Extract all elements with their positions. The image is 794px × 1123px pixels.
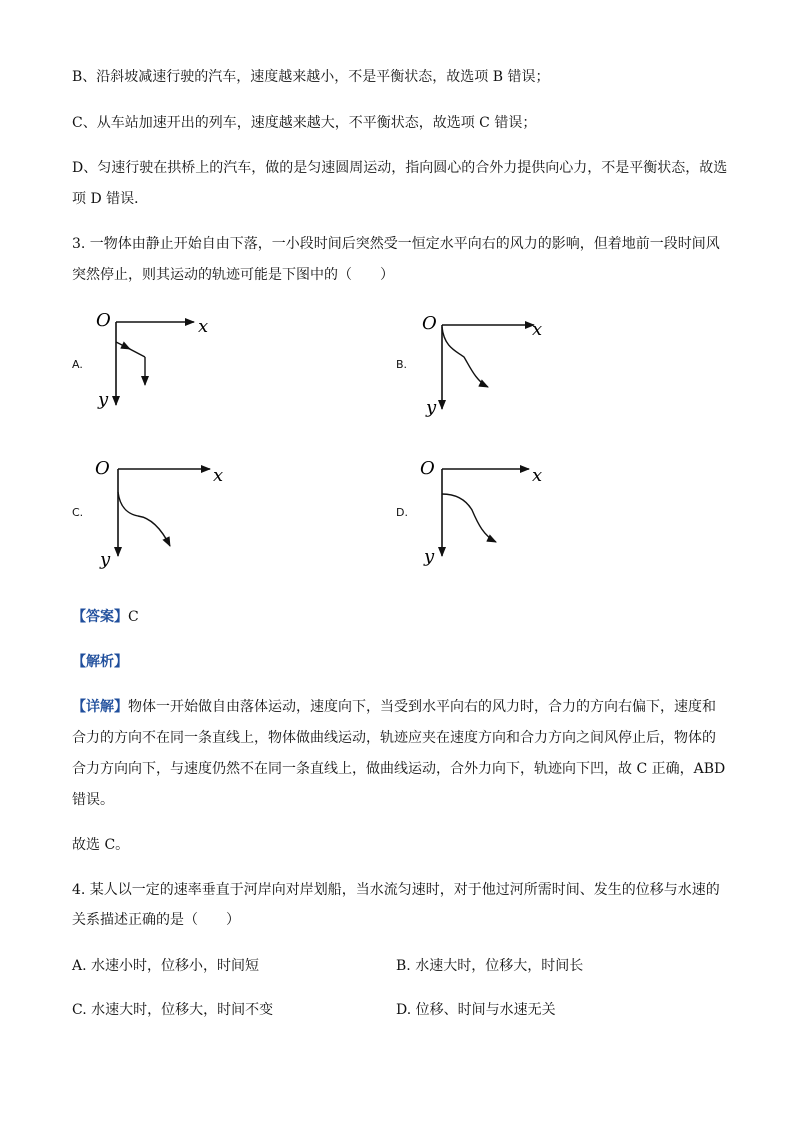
figure-c-x-label: x: [213, 465, 224, 486]
detail-line2: 合力的方向不在同一条直线上，物体做曲线运动，轨迹应夹在速度方向和合力方向之间风停止后，物体的: [72, 730, 716, 746]
q3-stem-line1: 3. 一物体由静止开始自由下落，一小段时间后突然受一恒定水平向右的风力的影响，但着地前一段时间风: [72, 236, 720, 252]
detail-tag: 【详解】: [72, 699, 128, 715]
q4-option-a-text: 水速小时，位移小，时间短: [91, 958, 260, 974]
figure-b-letter: B.: [396, 358, 408, 371]
figure-c-diagram: [80, 452, 240, 570]
figure-b: [404, 305, 564, 420]
q2-option-c-explanation: C、从车站加速开出的列车，速度越来越大，不平衡状态，故选项 C 错误；: [72, 115, 537, 131]
figure-a-origin-label: O: [96, 310, 111, 331]
q4-stem-line1: 4. 某人以一定的速率垂直于河岸向对岸划船，当水流匀速时，对于他过河所需时间、发生的位移与水速的: [72, 882, 720, 898]
q2-option-b-explanation: B、沿斜坡减速行驶的汽车，速度越来越小，不是平衡状态，故选项 B 错误；: [72, 69, 550, 85]
figure-a-trajectory-segment-2: [126, 347, 145, 357]
figure-b-x-label: x: [532, 319, 543, 340]
figure-d-letter: D.: [396, 506, 408, 519]
figure-c-y-label: y: [100, 549, 111, 570]
detail-line3: 合力方向向下，与速度仍然不在同一条直线上，做曲线运动，合外力向下，轨迹向下凹，故 C 正确，ABD: [72, 761, 726, 777]
detail-text-1: 物体一开始做自由落体运动，速度向下，当受到水平向右的风力时，合力的方向右偏下，速度和: [128, 699, 716, 715]
q4-option-c: [72, 999, 273, 1019]
analysis-line: [72, 651, 128, 671]
q3-stem-line2: 突然停止，则其运动的轨迹可能是下图中的（ ）: [72, 267, 394, 283]
figure-d-diagram: [404, 452, 564, 570]
figure-a: [80, 305, 230, 415]
q3-conclusion: 故选 C。: [72, 837, 130, 853]
q4-option-a: [72, 955, 259, 975]
figure-d: [404, 452, 564, 570]
q4-option-d-text: 位移、时间与水速无关: [415, 1002, 556, 1018]
figure-a-diagram: [80, 305, 230, 415]
figure-b-y-label: y: [426, 397, 437, 418]
answer-value: C: [128, 609, 139, 625]
figure-c-letter: C.: [72, 506, 84, 519]
figure-a-letter: A.: [72, 358, 83, 371]
figure-c-origin-label: O: [95, 458, 110, 479]
detail-line4: 错误。: [72, 792, 114, 808]
figure-d-x-label: x: [532, 465, 543, 486]
q2-option-d-explanation-line2: 项 D 错误．: [72, 191, 149, 207]
figure-a-x-label: x: [198, 316, 209, 337]
q4-option-b-text: 水速大时，位移大，时间长: [415, 958, 584, 974]
figure-a-y-label: y: [98, 389, 109, 410]
answer-line: [72, 606, 139, 626]
detail-line1: [72, 696, 716, 716]
q4-option-d: [396, 999, 556, 1019]
figure-b-origin-label: O: [422, 313, 437, 334]
q2-option-d-explanation-line1: D、匀速行驶在拱桥上的汽车，做的是匀速圆周运动，指向圆心的合外力提供向心力，不是平衡状态，故选: [72, 160, 728, 176]
q4-option-c-letter: C.: [72, 1002, 87, 1018]
figure-b-trajectory: [442, 327, 488, 387]
figure-d-origin-label: O: [420, 458, 435, 479]
analysis-tag: 【解析】: [72, 654, 128, 670]
q4-option-a-letter: A.: [72, 958, 87, 974]
figure-d-y-label: y: [424, 546, 435, 567]
figure-b-diagram: [404, 305, 564, 420]
figure-d-trajectory: [442, 494, 496, 542]
q4-option-b: [396, 955, 583, 975]
q4-option-c-text: 水速大时，位移大，时间不变: [91, 1002, 274, 1018]
figure-c: [80, 452, 240, 570]
figure-c-trajectory: [118, 492, 170, 546]
q4-option-b-letter: B.: [396, 958, 411, 974]
q4-stem-line2: 关系描述正确的是（ ）: [72, 912, 240, 928]
answer-tag: 【答案】: [72, 609, 128, 625]
q4-option-d-letter: D.: [396, 1002, 412, 1018]
